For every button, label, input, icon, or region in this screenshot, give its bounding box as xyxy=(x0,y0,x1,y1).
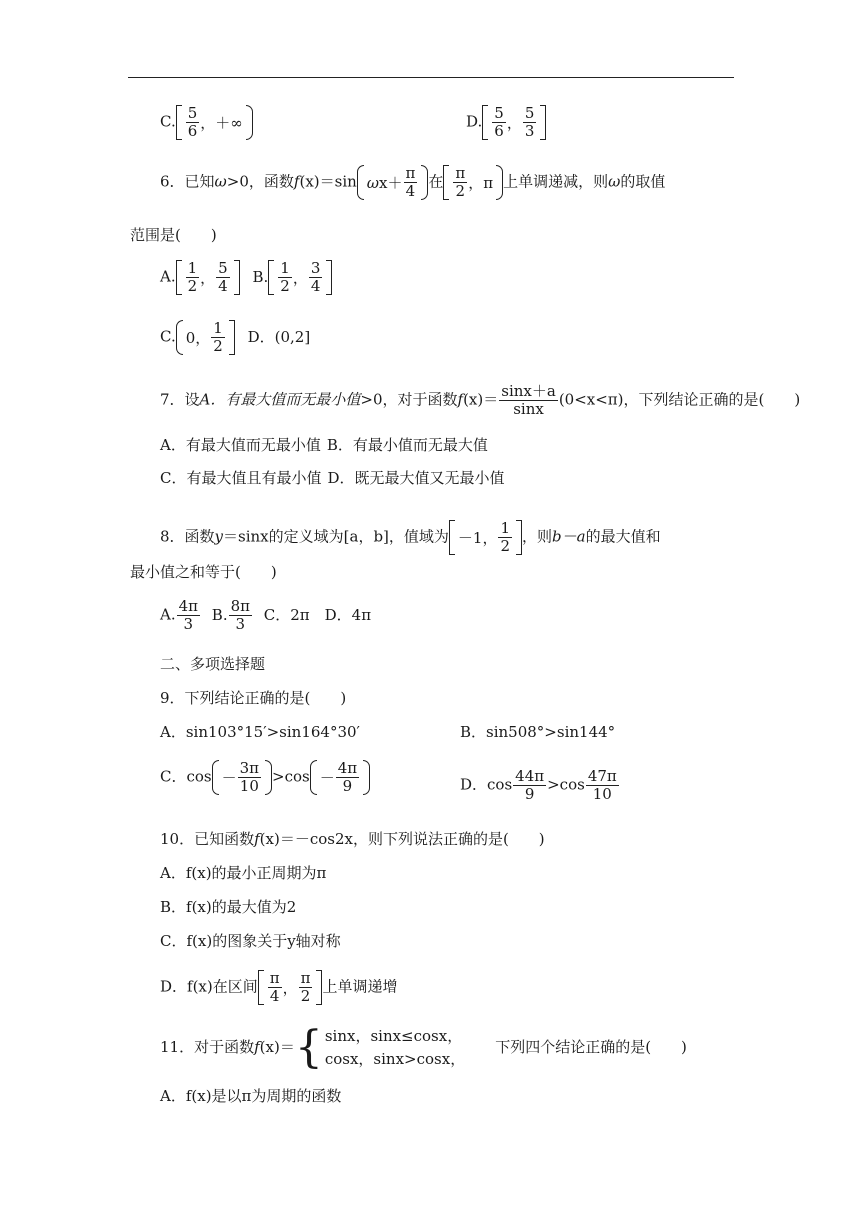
section-multi-choice-heading: 二、多项选择题 xyxy=(160,655,266,673)
q6-stem-line1: 6．已知ω>0，函数f(x)＝sin ω x＋ π 4 在 π 2 ，π 上单调递减，则ω的取值 xyxy=(160,164,666,200)
q8-stem-line2: 最小值之和等于( ) xyxy=(130,563,277,581)
q9-option-d: D．cos $\frac{44\pi}{9}$ >cos $\frac{47\pi}{10}$ xyxy=(460,767,617,803)
q8-options: A. $\frac{4\pi}{3}$ B. $\frac{8\pi}{3}$ C．2π D．4π xyxy=(160,597,372,633)
q7-options-cd: C．有最大值且有最小值 D．既无最大值又无最小值 xyxy=(160,469,505,487)
q6-options-ab: A. 1 2 ， 5 4 B. 1 2 ， 3 4 xyxy=(160,260,332,295)
q10-option-c: C．f(x)的图象关于y轴对称 xyxy=(160,932,341,950)
q11-stem: 11．对于函数f(x)＝ { sinx，sinx≤cosx， cosx，sinx>cosx， 下列四个结论正确的是( ) xyxy=(160,1022,687,1073)
q9-option-c: C．cos － 3π 10 >cos － 4π 9 xyxy=(160,760,370,795)
q10-option-a: A．f(x)的最小正周期为π xyxy=(160,864,327,882)
q10-stem: 10．已知函数f(x)＝－cos2x，则下列说法正确的是( ) xyxy=(160,830,545,848)
q5-option-c: C. 5 6 ，＋∞ xyxy=(160,105,253,140)
q6-options-cd: C. 0， 1 2 D．(0,2] xyxy=(160,319,311,355)
piecewise-brace: { sinx，sinx≤cosx， cosx，sinx>cosx， xyxy=(294,1022,466,1073)
q7-options-ab: A．有最大值而无最小值 B．有最小值而无最大值 xyxy=(160,436,488,454)
q9-option-a: A．sin103°15′>sin164°30′ xyxy=(160,723,360,741)
q5-option-d: D. 5 6 ， 5 3 xyxy=(466,105,546,140)
q9-stem: 9．下列结论正确的是( ) xyxy=(160,689,347,707)
q10-option-d: D．f(x)在区间 π 4 ， π 2 上单调递增 xyxy=(160,969,398,1005)
q6-stem-line2: 范围是( ) xyxy=(130,226,217,244)
q9-option-b: B．sin508°>sin144° xyxy=(460,723,616,741)
q8-stem-line1: 8．函数y＝sinx的定义域为[a，b]，值域为 －1， 1 2 ，则b－a的最大值和 xyxy=(160,519,661,555)
q10-option-b: B．f(x)的最大值为2 xyxy=(160,898,297,916)
header-rule xyxy=(128,77,734,78)
q7-stem: 7．设A．有最大值而无最小值>0，对于函数f(x)＝ $\frac{\sin x+a}{\sin x}$ (0<x<π)，下列结论正确的是( ) xyxy=(160,382,801,418)
q11-option-a: A．f(x)是以π为周期的函数 xyxy=(160,1087,342,1105)
